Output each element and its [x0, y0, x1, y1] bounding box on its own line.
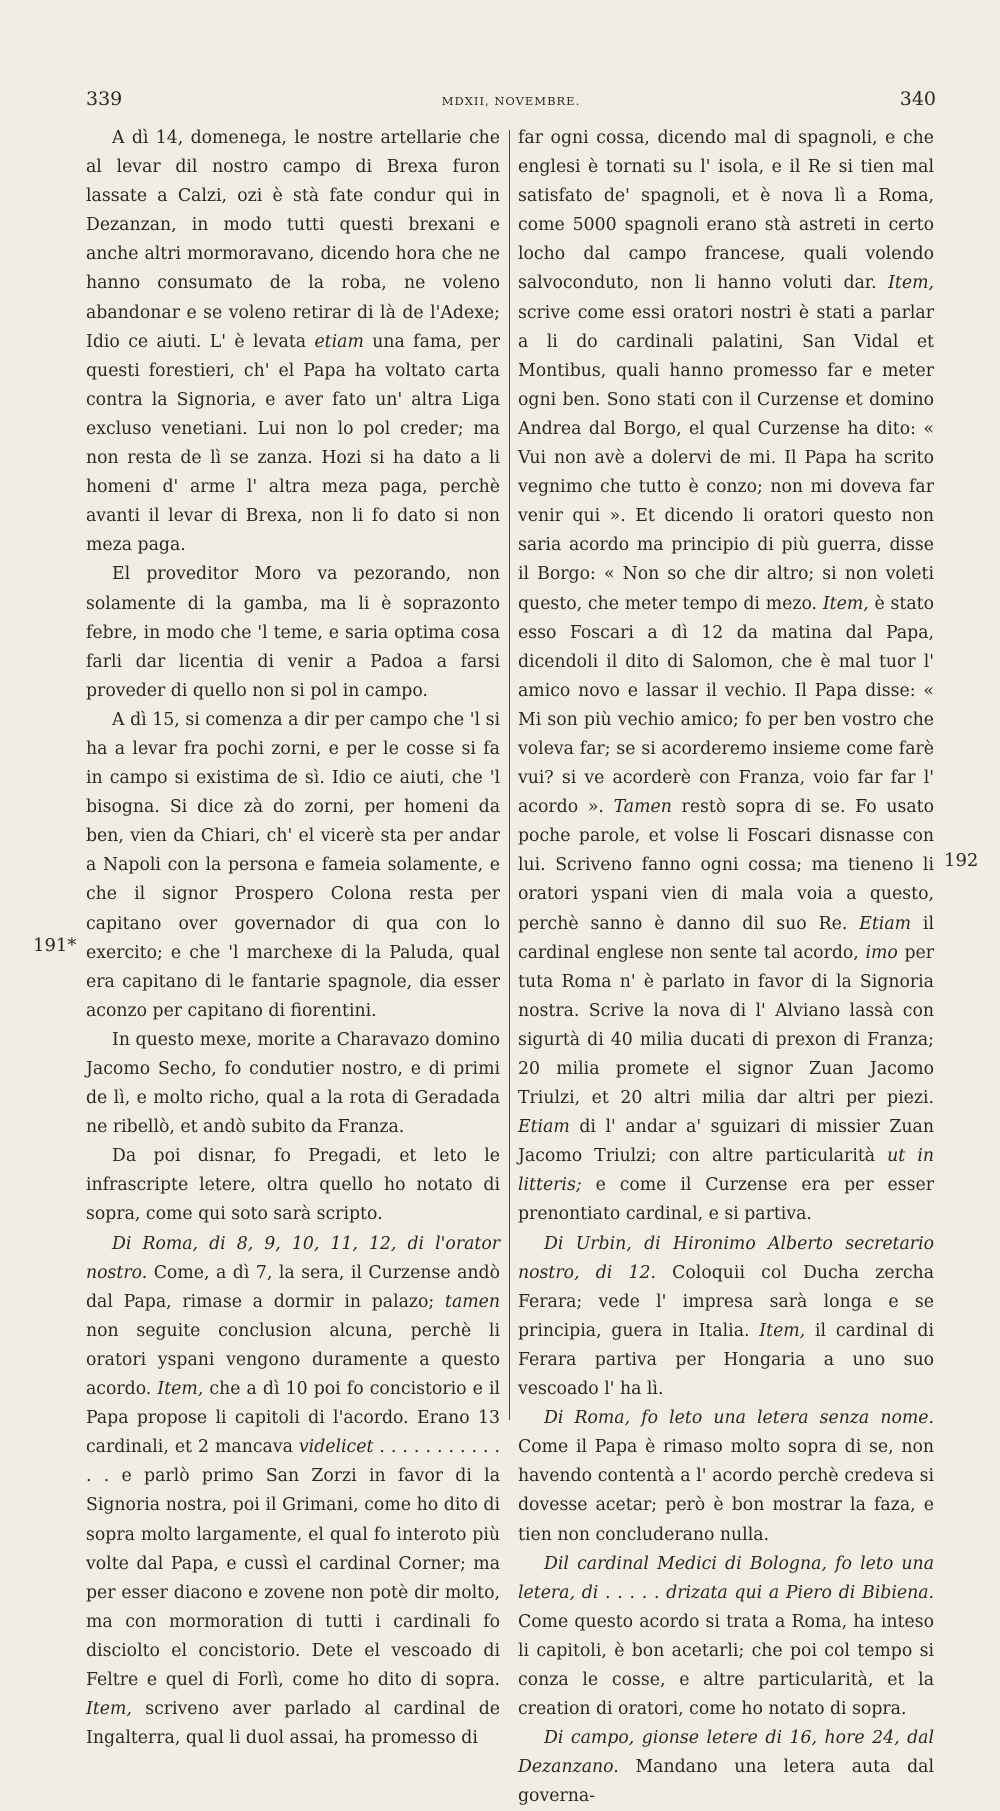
text-run: Mandano una letera auta dal governa- — [518, 1757, 934, 1807]
paragraph-continued — [518, 124, 934, 1230]
italic-run: etiam — [314, 331, 364, 352]
italic-run: Di campo, gionse letere di 16, hore 24, dal Dezanzano. — [518, 1728, 934, 1778]
text-run: Come questo acordo si trata a Roma, ha inteso li capitoli, è bon acetarli; che poi col tempo si conza le cosse, e altre particularità, et la creation di oratori, come ho notato di sopra. — [518, 1611, 934, 1720]
paragraph — [518, 1550, 934, 1725]
italic-run: Di Roma, di 8, 9, 10, 11, 12, di l'orator nostro. — [86, 1233, 500, 1283]
text-run: che a dì 10 poi fo concistorio e il Papa propose li capitoli di l'acordo. Erano 13 cardinali, et 2 mancava — [86, 1379, 500, 1458]
text-run: scriveno aver parlado al cardinal de Ingalterra, qual li duol assai, ha promesso di — [86, 1699, 500, 1749]
text-run: A dì 15, si comenza a dir per campo che 'l si ha a levar fra pochi zorni, e per le cosse si fa in campo si existima de sì. Idio ce aiuti, che 'l bisogna. Si dice zà do zorni, per homeni da ben, vien da Chiari, ch' el vicerè sta per andar a Napoli con la persona e fameia solamente, e che il signor Prospero Colona resta per capitano over governador di qua con lo exercito; e che 'l marchexe di la Paluda, qual era capitano di le fantarie spagnole, dia esser aconzo per capitano di fiorentini. — [86, 709, 500, 1021]
text-run: El proveditor Moro va pezorando, non solamente di la gamba, ma li è soprazonto febre, in modo che 'l teme, e saria optima cosa farli dar licentia di venir a Padoa a farsi proveder di quello non si pol in campo. — [86, 564, 500, 701]
paragraph — [86, 706, 500, 1026]
text-run: restò sopra di se. Fo usato poche parole, et volse li Foscari disnasse con lui. Scriveno fanno ogni cossa; ma tieneno li oratori yspani vien di mala voia a questo, perchè sanno è danno dil suo Re. — [518, 797, 934, 934]
italic-run: Di Urbin, di Hironimo Alberto secretario nostro, di 12. — [518, 1233, 934, 1283]
text-run: Come, a dì 7, la sera, il Curzense andò dal Papa, rimase a dormir in palazo; — [86, 1262, 500, 1312]
text-run: di l' andar a' sguizari di missier Zuan Jacomo Triulzi; con altre particularità — [518, 1117, 934, 1167]
margin-note-right: 192 — [944, 850, 979, 871]
italic-run: Dil cardinal Medici di Bologna, fo leto una letera, di . . . . . drizata qui a Piero di Bibiena. — [518, 1553, 934, 1603]
italic-run: Etiam — [518, 1117, 570, 1138]
paragraph — [86, 1230, 500, 1754]
text-run: per tuta Roma n' è parlato in favor di la Signoria nostra. Scrive la nova di l' Alviano lassà con sigurtà di 40 milia ducati di prexon di Franza; 20 milia promete el signor Zuan Jacomo Triulzi, et 20 altri milia dar altri per piezi. — [518, 942, 934, 1109]
right-column — [518, 124, 934, 1811]
italic-run: Item, — [888, 273, 934, 294]
text-run: non seguite conclusion alcuna, perchè li oratori yspani vengono duramente a questo acordo. — [86, 1320, 500, 1400]
italic-run: ut in litteris; — [518, 1146, 934, 1196]
italic-run: Item, — [157, 1379, 204, 1400]
italic-run: Item, — [822, 593, 869, 614]
text-run: Da poi disnar, fo Pregadi, et leto le infrascripte letere, oltra quello ho notato di sopra, come qui soto sarà scripto. — [86, 1146, 500, 1225]
italic-run: Tamen — [613, 797, 672, 818]
left-column — [86, 124, 500, 1753]
text-run: Coloquii col Ducha zercha Ferara; vede l' impresa sarà longa e se principia, guera in Italia. — [518, 1262, 934, 1341]
running-title: MDXII, NOVEMBRE. — [441, 94, 581, 108]
text-run: il cardinal englese non sente tal acordo, — [518, 913, 934, 963]
paragraph — [518, 1230, 934, 1405]
text-run: il cardinal di Ferara partiva per Hongaria a uno suo vescoado l' ha lì. — [518, 1320, 934, 1400]
text-run: una fama, per questi forestieri, ch' el Papa ha voltato carta contra la Signoria, e aver fato un' altra Liga excluso venetiani. Lui non lo pol creder; ma non resta de lì se zanza. Hozi si ha dato a li homeni d' arme l' altra meza paga, perchè avanti il levar di Brexa, non li fo dato si non meza paga. — [86, 331, 500, 556]
italic-run: Item, — [759, 1320, 806, 1341]
text-run: A dì 14, domenega, le nostre artellarie che al levar dil nostro campo di Brexa furon lassate a Calzi, ozi è stà fate condur qui in Dezanzan, in modo tutti questi brexani e anche altri mormoravano, dicendo hora che ne hanno consumato de la roba, ne voleno abandonar e se voleno retirar di là de l'Adexe; Idio ce aiuti. L' è levata — [86, 128, 500, 352]
paragraph — [86, 124, 500, 560]
italic-run: Etiam — [859, 913, 912, 934]
paragraph — [518, 1404, 934, 1549]
paragraph — [86, 1142, 500, 1229]
paragraph — [86, 560, 500, 705]
text-run: scrive come essi oratori nostri è stati a parlar a li do cardinali palatini, San Vidal et Montibus, quali hanno promesso far e meter ogni ben. Sono stati con il Curzense et domino Andrea dal Borgo, el qual Curzense ha dito: « Vui non avè a dolervi de mi. Il Papa ha scrito vegnimo che tutto è conzo; non mi doveva far venir qui ». Et dicendo li oratori questo non saria acordo ma principio di più guerra, disse il Borgo: « Non so che dir altro; si non voleti questo, che meter tempo di mezo. — [518, 302, 934, 614]
page-number-right: 340 — [899, 88, 936, 110]
italic-run: Item, — [86, 1699, 132, 1720]
text-run: In questo mexe, morite a Charavazo domino Jacomo Secho, fo condutier nostro, e di primi de lì, e molto richo, qual a la rota di Geradada ne ribellò, et andò subito da Franza. — [86, 1029, 500, 1138]
text-run: e come il Curzense era per esser prenontiato cardinal, e si partiva. — [518, 1175, 934, 1225]
paragraph — [86, 1026, 500, 1142]
page-number-left: 339 — [86, 88, 123, 110]
column-divider — [509, 130, 510, 1420]
page-header — [86, 88, 936, 118]
paragraph — [518, 1724, 934, 1811]
margin-note-left: 191* — [33, 935, 77, 956]
text-run: far ogni cossa, dicendo mal di spagnoli, e che englesi è tornati su l' isola, e il Re si tien mal satisfato de' spagnoli, et è nova lì a Roma, come 5000 spagnoli erano stà astreti in certo locho dal campo francese, quali volendo salvoconduto, non li hanno voluti dar. — [518, 128, 934, 294]
italic-run: imo — [865, 942, 898, 963]
italic-run: Di Roma, fo leto una letera senza nome. — [544, 1408, 934, 1429]
italic-run: tamen — [445, 1291, 500, 1312]
text-run: Come il Papa è rimaso molto sopra di se, non havendo contentà a l' acordo perchè credeva si dovesse acetar; però è bon mostrar la faza, e tien non concluderano nulla. — [518, 1437, 934, 1545]
italic-run: videlicet — [298, 1437, 374, 1458]
text-run: . . . . . . . . . . . . . e parlò primo San Zorzi in favor di la Signoria nostra, poi il Grimani, come ho dito di sopra molto largamente, el qual fo interoto più volte dal Papa, e cussì el cardinal Corner; ma per esser diacono e zovene non potè dir molto, ma con mormoration di tutti i cardinali fo disciolto el concistorio. Dete el vescoado di Feltre e quel di Forlì, come ho dito di sopra. — [86, 1437, 500, 1690]
text-run: è stato esso Foscari a dì 12 da matina dal Papa, dicendoli il dito di Salomon, che è mal tuor l' amico novo e lassar il vechio. Il Papa disse: « Mi son più vechio amico; fo per ben vostro che voleva far; se si acorderemo insieme come farè vui? si ve acorderè con Franza, voio far far l' acordo ». — [518, 593, 934, 818]
